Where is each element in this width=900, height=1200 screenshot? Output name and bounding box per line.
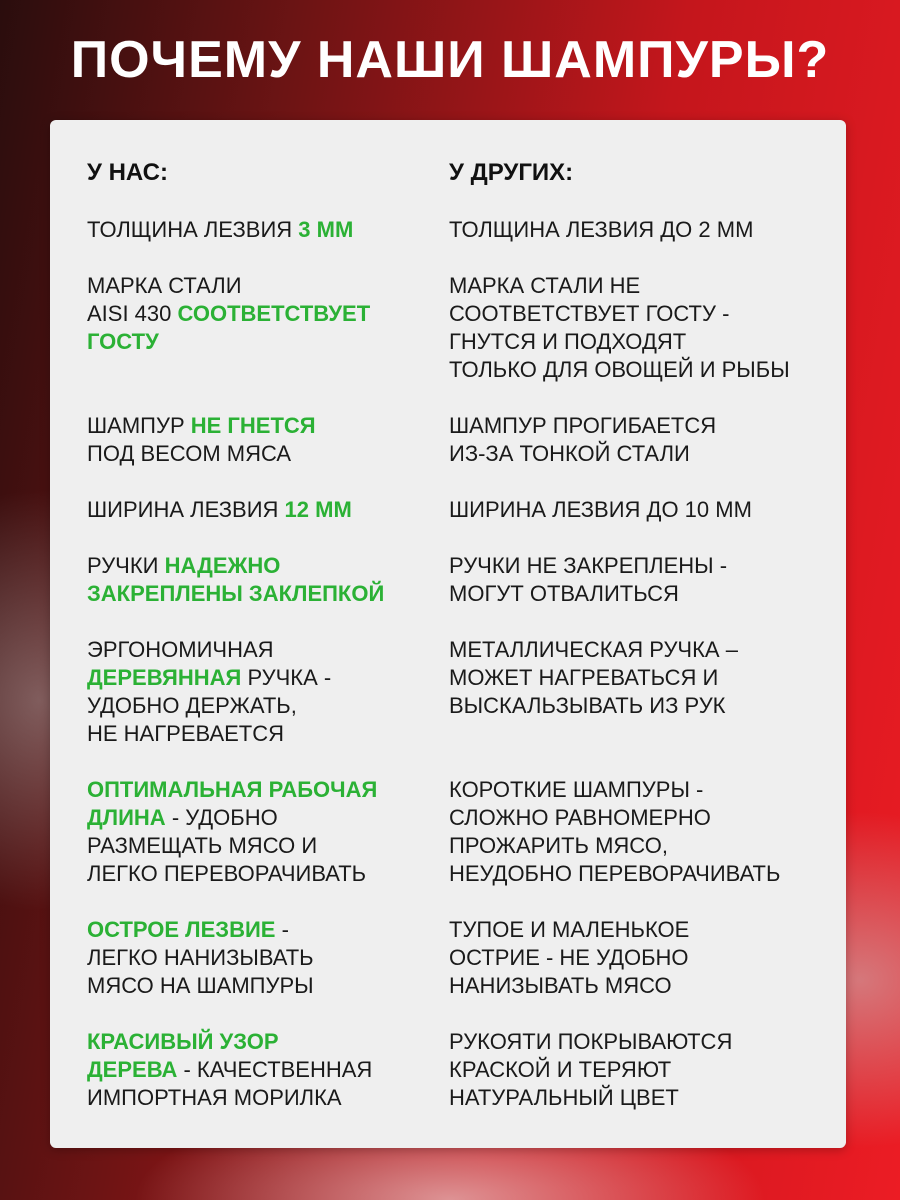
row-text: РУЧКИ НЕ ЗАКРЕПЛЕНЫ - (449, 553, 728, 578)
row-line (449, 1056, 732, 1084)
row-text: НЕ НАГРЕВАЕТСЯ (87, 721, 285, 746)
row-line (449, 776, 780, 804)
row-text: МЯСО НА ШАМПУРЫ (87, 973, 314, 998)
row-text: ШАМПУР ПРОГИБАЕТСЯ (449, 413, 717, 438)
row-text: ТУПОЕ И МАЛЕНЬКОЕ (449, 917, 690, 942)
highlight-text: НЕ ГНЕТСЯ (190, 413, 316, 438)
row-line (87, 664, 331, 692)
row-line (449, 664, 738, 692)
row-line (87, 300, 370, 328)
highlight-text: КРАСИВЫЙ УЗОР (87, 1029, 279, 1054)
row-text: ТОЛЩИНА ЛЕЗВИЯ (87, 217, 299, 242)
row-text: ШИРИНА ЛЕЗВИЯ ДО 10 ММ (449, 497, 752, 522)
row-text: ПРОЖАРИТЬ МЯСО, (449, 833, 668, 858)
row-line (87, 496, 352, 524)
row-text: РУКОЯТИ ПОКРЫВАЮТСЯ (449, 1029, 733, 1054)
row-text: СЛОЖНО РАВНОМЕРНО (449, 805, 711, 830)
row-line (87, 776, 377, 804)
row-text: НАТУРАЛЬНЫЙ ЦВЕТ (449, 1085, 679, 1110)
our-row-wooden-handle (87, 636, 331, 748)
highlight-text: ОСТРОЕ ЛЕЗВИЕ (87, 917, 276, 942)
row-line (449, 944, 689, 972)
highlight-text: ДЛИНА (87, 805, 166, 830)
row-text: - УДОБНО (165, 805, 278, 830)
others-row-handles-loose (449, 552, 727, 608)
row-line (449, 328, 790, 356)
row-line (449, 916, 689, 944)
our-row-wood-pattern (87, 1028, 372, 1112)
row-line (87, 272, 370, 300)
row-line (87, 1056, 372, 1084)
others-row-blade-thickness (449, 216, 753, 244)
row-text: МОГУТ ОТВАЛИТЬСЯ (449, 581, 679, 606)
our-row-blade-width (87, 496, 352, 524)
row-line (449, 216, 753, 244)
row-text: СООТВЕТСТВУЕТ ГОСТУ - (449, 301, 730, 326)
row-text: ТОЛЩИНА ЛЕЗВИЯ ДО 2 ММ (449, 217, 754, 242)
row-line (87, 440, 316, 468)
row-text: ЭРГОНОМИЧНАЯ (87, 637, 274, 662)
row-text: МАРКА СТАЛИ НЕ (449, 273, 641, 298)
row-line (449, 1028, 732, 1056)
row-line (449, 356, 790, 384)
row-line (87, 860, 377, 888)
our-row-steel-grade (87, 272, 370, 356)
row-text: РУЧКА - (241, 665, 332, 690)
row-line (87, 412, 316, 440)
row-line (87, 804, 377, 832)
row-line (449, 440, 716, 468)
page-title: ПОЧЕМУ НАШИ ШАМПУРЫ? (70, 31, 830, 89)
row-line (449, 972, 689, 1000)
row-line (449, 1084, 732, 1112)
row-text: ЛЕГКО НАНИЗЫВАТЬ (87, 945, 314, 970)
row-text: AISI 430 (87, 301, 178, 326)
comparison-panel (50, 120, 846, 1148)
highlight-text: ДЕРЕВА (87, 1057, 178, 1082)
row-text: УДОБНО ДЕРЖАТЬ, (87, 693, 297, 718)
row-text: КРАСКОЙ И ТЕРЯЮТ (449, 1057, 672, 1082)
row-line (449, 552, 727, 580)
row-text: - (275, 917, 289, 942)
highlight-text: ОПТИМАЛЬНАЯ РАБОЧАЯ (87, 777, 378, 802)
row-line (449, 636, 738, 664)
our-row-blade-thickness (87, 216, 353, 244)
row-line (87, 552, 384, 580)
row-text: ВЫСКАЛЬЗЫВАТЬ ИЗ РУК (449, 693, 726, 718)
others-row-blade-width (449, 496, 752, 524)
our-row-handles-fixed (87, 552, 384, 608)
row-line (449, 832, 780, 860)
row-text: НАНИЗЫВАТЬ МЯСО (449, 973, 672, 998)
row-line (449, 412, 716, 440)
row-text: КОРОТКИЕ ШАМПУРЫ - (449, 777, 704, 802)
row-text: МЕТАЛЛИЧЕСКАЯ РУЧКА – (449, 637, 738, 662)
row-line (87, 580, 384, 608)
row-line (449, 580, 727, 608)
row-line (449, 496, 752, 524)
row-line (87, 328, 370, 356)
row-line (87, 216, 353, 244)
row-line (87, 692, 331, 720)
row-text: ШАМПУР (87, 413, 191, 438)
others-row-metal-handle (449, 636, 738, 720)
row-line (449, 300, 790, 328)
row-line (87, 720, 331, 748)
highlight-text: 3 ММ (298, 217, 354, 242)
others-row-painted-handles (449, 1028, 732, 1112)
row-line (87, 1028, 372, 1056)
our-row-not-bending (87, 412, 316, 468)
our-row-optimal-length (87, 776, 377, 888)
row-text: ИМПОРТНАЯ МОРИЛКА (87, 1085, 342, 1110)
row-line (449, 272, 790, 300)
highlight-text: ДЕРЕВЯННАЯ (87, 665, 242, 690)
row-text: НЕУДОБНО ПЕРЕВОРАЧИВАТЬ (449, 861, 781, 886)
others-row-steel-grade (449, 272, 790, 384)
row-text: ЛЕГКО ПЕРЕВОРАЧИВАТЬ (87, 861, 367, 886)
row-text: РАЗМЕЩАТЬ МЯСО И (87, 833, 318, 858)
row-text: РУЧКИ (87, 553, 165, 578)
row-line (449, 804, 780, 832)
row-text: ИЗ-ЗА ТОНКОЙ СТАЛИ (449, 441, 690, 466)
row-line (87, 972, 314, 1000)
row-line (87, 832, 377, 860)
others-row-bending (449, 412, 716, 468)
row-line (87, 944, 314, 972)
row-line (87, 1084, 372, 1112)
row-text: МАРКА СТАЛИ (87, 273, 242, 298)
row-line (449, 692, 738, 720)
row-text: ШИРИНА ЛЕЗВИЯ (87, 497, 285, 522)
highlight-text: ГОСТУ (87, 329, 159, 354)
highlight-text: НАДЕЖНО (164, 553, 281, 578)
row-text: ОСТРИЕ - НЕ УДОБНО (449, 945, 689, 970)
row-text: ПОД ВЕСОМ МЯСА (87, 441, 292, 466)
highlight-text: СООТВЕТСТВУЕТ (177, 301, 371, 326)
highlight-text: ЗАКРЕПЛЕНЫ ЗАКЛЕПКОЙ (87, 581, 385, 606)
row-text: ТОЛЬКО ДЛЯ ОВОЩЕЙ И РЫБЫ (449, 357, 790, 382)
row-line (449, 860, 780, 888)
others-row-blunt-tip (449, 916, 689, 1000)
row-text: - КАЧЕСТВЕННАЯ (177, 1057, 373, 1082)
highlight-text: 12 ММ (284, 497, 352, 522)
row-text: МОЖЕТ НАГРЕВАТЬСЯ И (449, 665, 719, 690)
row-line (87, 636, 331, 664)
row-line (87, 916, 314, 944)
others-column-header: У ДРУГИХ: (449, 159, 574, 186)
row-text: ГНУТСЯ И ПОДХОДЯТ (449, 329, 687, 354)
others-row-short-skewers (449, 776, 780, 888)
our-row-sharp-blade (87, 916, 314, 1000)
our-column-header: У НАС: (87, 159, 168, 186)
